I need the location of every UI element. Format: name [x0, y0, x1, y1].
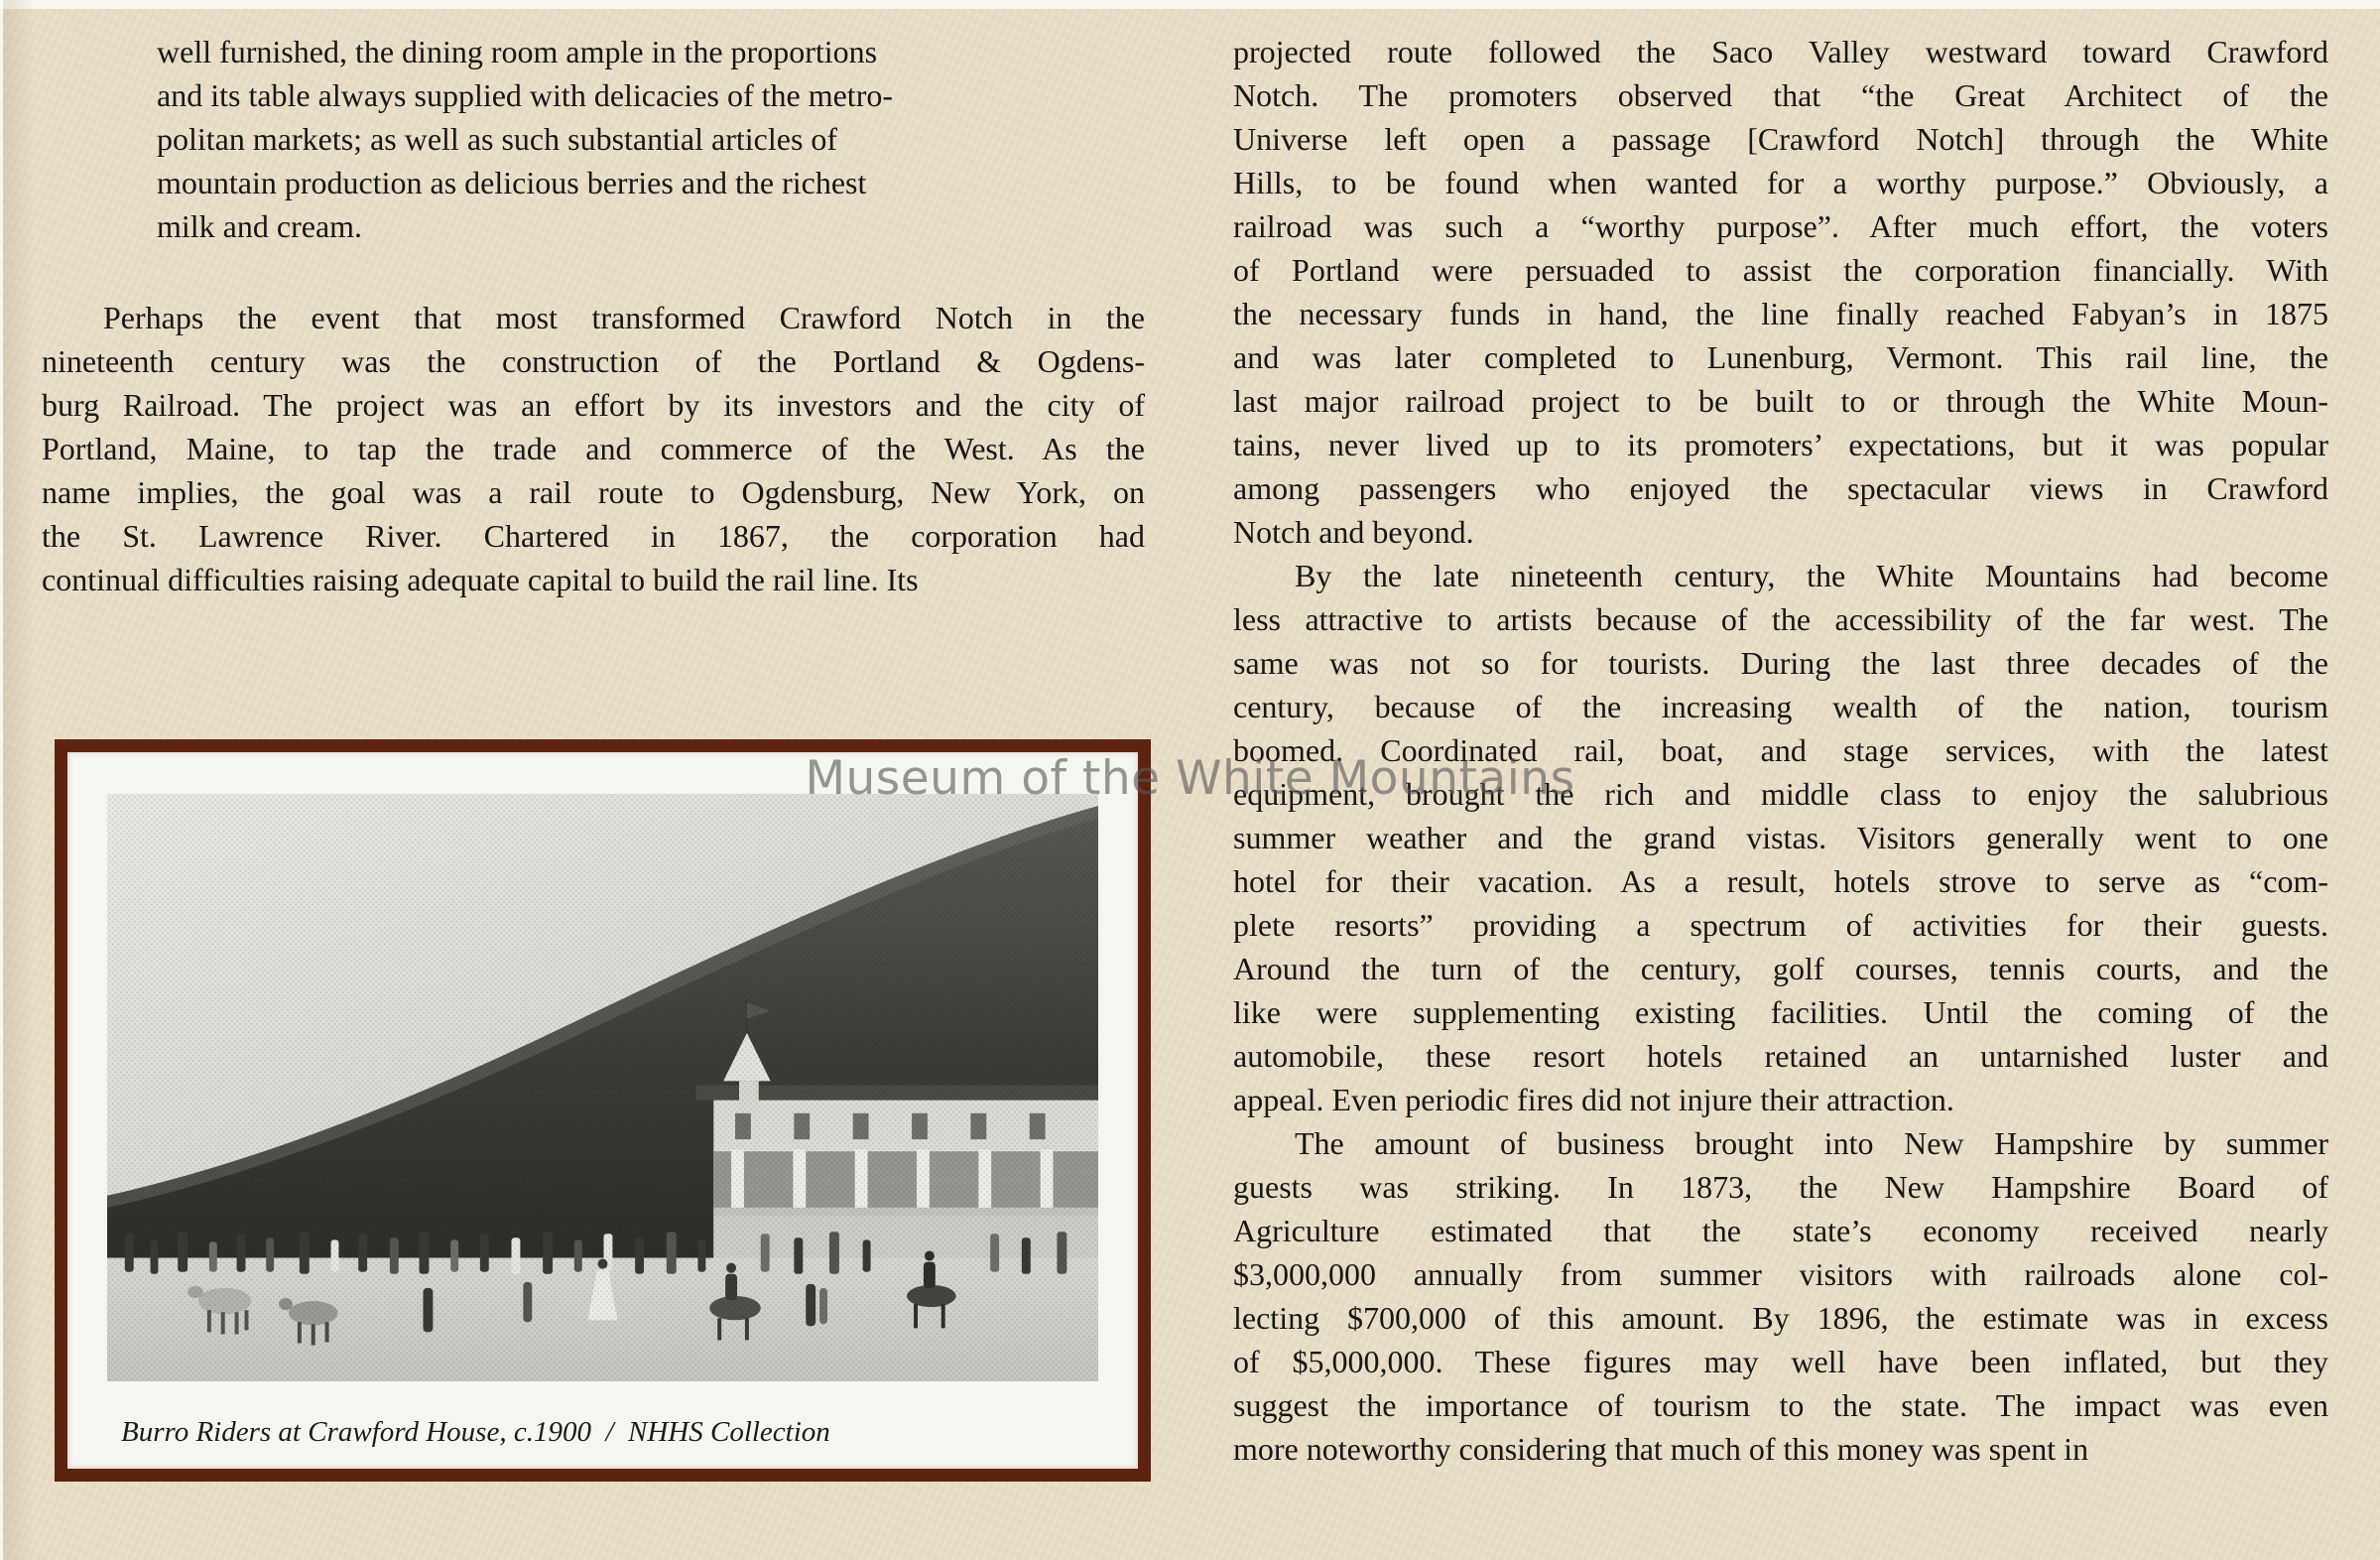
- paragraph: [1233, 554, 2328, 1121]
- right-text-column: [1233, 30, 2328, 1471]
- text-line: and its table always supplied with delicacies of the metro-: [157, 77, 893, 113]
- text-line: nineteenth century was the construction of the Portland & Ogdens-: [42, 343, 1145, 379]
- photo-illustration: [107, 794, 1098, 1381]
- text-line: milk and cream.: [157, 208, 363, 244]
- text-line: the necessary funds in hand, the line finally reached Fabyan’s in 1875: [1233, 296, 2328, 331]
- text-line: Perhaps the event that most transformed Crawford Notch in the: [103, 300, 1145, 335]
- left-text-column: [42, 30, 1145, 601]
- text-line: Around the turn of the century, golf courses, tennis courts, and the: [1233, 951, 2328, 986]
- text-line: By the late nineteenth century, the White Mountains had become: [1295, 558, 2328, 593]
- text-line: lecting $700,000 of this amount. By 1896, the estimate was in excess: [1233, 1300, 2328, 1336]
- text-line: Agriculture estimated that the state’s economy received nearly: [1233, 1213, 2328, 1248]
- text-line: tains, never lived up to its promoters’ expectations, but it was popular: [1233, 427, 2328, 462]
- scan-left-edge: [0, 0, 34, 1560]
- text-line: continual difficulties raising adequate capital to build the rail line. Its: [42, 562, 919, 597]
- text-line: appeal. Even periodic fires did not injure their attraction.: [1233, 1082, 1954, 1117]
- paragraph: [42, 296, 1145, 601]
- text-line: politan markets; as well as such substantial articles of: [157, 121, 838, 157]
- text-line: boomed. Coordinated rail, boat, and stage services, with the latest: [1233, 732, 2328, 768]
- text-line: guests was striking. In 1873, the New Hampshire Board of: [1233, 1169, 2328, 1205]
- text-line: well furnished, the dining room ample in the proportions: [157, 34, 878, 69]
- text-line: Universe left open a passage [Crawford Notch] through the White: [1233, 121, 2328, 157]
- text-line: $3,000,000 annually from summer visitors with railroads alone col-: [1233, 1256, 2328, 1292]
- text-line: last major railroad project to be built to or through the White Moun-: [1233, 383, 2328, 419]
- block-quote: [157, 30, 1069, 248]
- text-line: of Portland were persuaded to assist the corporation financially. With: [1233, 252, 2328, 288]
- text-line: burg Railroad. The project was an effort by its investors and the city of: [42, 387, 1145, 423]
- paragraph: [1233, 1121, 2328, 1471]
- text-line: of $5,000,000. These figures may well have been inflated, but they: [1233, 1344, 2328, 1379]
- text-line: like were supplementing existing facilities. Until the coming of the: [1233, 994, 2328, 1030]
- watermark: Museum of the White Mountains: [805, 751, 1575, 806]
- photo-figure: [55, 739, 1151, 1482]
- text-line: same was not so for tourists. During the last three decades of the: [1233, 645, 2328, 681]
- text-line: automobile, these resort hotels retained an untarnished luster and: [1233, 1038, 2328, 1074]
- text-line: projected route followed the Saco Valley westward toward Crawford: [1233, 34, 2328, 69]
- text-line: century, because of the increasing wealth of the nation, tourism: [1233, 689, 2328, 724]
- text-line: less attractive to artists because of the accessibility of the far west. The: [1233, 601, 2328, 637]
- burro-riders-photo: [107, 794, 1098, 1381]
- text-line: equipment, brought the rich and middle class to enjoy the salubrious: [1233, 776, 2328, 812]
- scan-top-edge: [0, 0, 2380, 9]
- text-line: The amount of business brought into New Hampshire by summer: [1295, 1125, 2328, 1161]
- text-line: Notch and beyond.: [1233, 514, 1474, 550]
- text-line: plete resorts” providing a spectrum of activities for their guests.: [1233, 907, 2328, 943]
- text-line: railroad was such a “worthy purpose”. After much effort, the voters: [1233, 208, 2328, 244]
- photo-caption: Burro Riders at Crawford House, c.1900 / NHHS Collection: [121, 1416, 830, 1448]
- text-line: hotel for their vacation. As a result, hotels strove to serve as “com-: [1233, 863, 2328, 899]
- text-line: name implies, the goal was a rail route to Ogdensburg, New York, on: [42, 474, 1145, 510]
- text-line: summer weather and the grand vistas. Visitors generally went to one: [1233, 820, 2328, 855]
- text-line: and was later completed to Lunenburg, Vermont. This rail line, the: [1233, 339, 2328, 375]
- text-line: mountain production as delicious berries and the richest: [157, 165, 867, 200]
- text-line: suggest the importance of tourism to the state. The impact was even: [1233, 1387, 2328, 1423]
- text-line: the St. Lawrence River. Chartered in 1867, the corporation had: [42, 518, 1145, 554]
- text-line: among passengers who enjoyed the spectacular views in Crawford: [1233, 470, 2328, 506]
- paragraph: [1233, 30, 2328, 554]
- text-line: Notch. The promoters observed that “the Great Architect of the: [1233, 77, 2328, 113]
- text-line: Portland, Maine, to tap the trade and commerce of the West. As the: [42, 431, 1145, 466]
- text-line: more noteworthy considering that much of this money was spent in: [1233, 1431, 2089, 1467]
- text-line: Hills, to be found when wanted for a worthy purpose.” Obviously, a: [1233, 165, 2328, 200]
